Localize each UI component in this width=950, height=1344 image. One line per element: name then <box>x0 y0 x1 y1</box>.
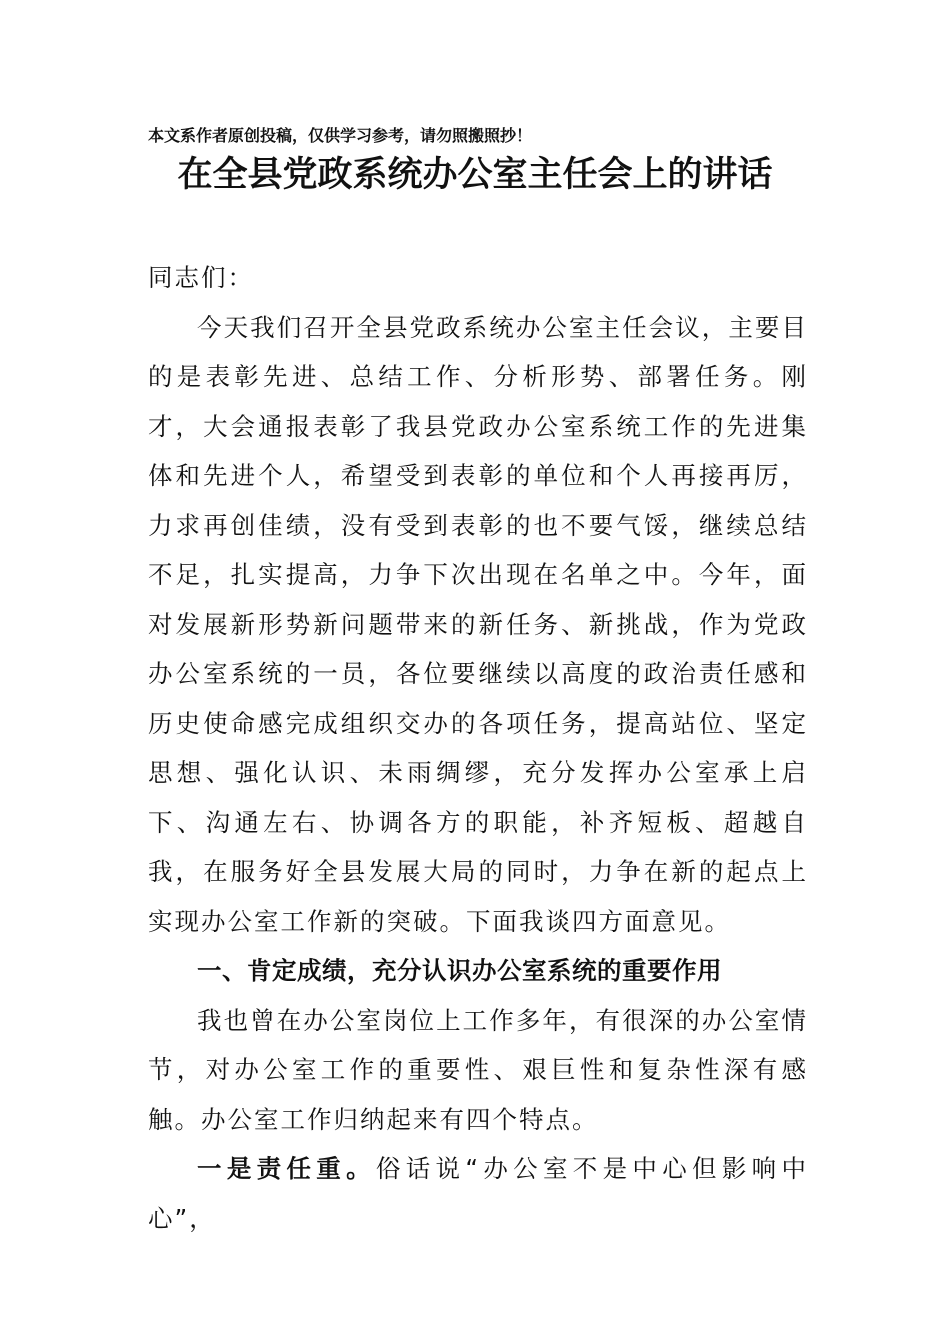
document-title: 在全县党政系统办公室主任会上的讲话 <box>177 154 773 195</box>
document-body <box>148 253 808 1243</box>
paragraph-lead-text: 一是责任重。 <box>197 1154 376 1183</box>
paragraph-responsibility <box>148 1144 808 1243</box>
paragraph-office-experience: 我也曾在办公室岗位上工作多年，有很深的办公室情节，对办公室工作的重要性、艰巨性和复杂性深有感触。办公室工作归纳起来有四个特点。 <box>148 1005 808 1134</box>
disclaimer-note: 本文系作者原创投稿，仅供学习参考，请勿照搬照抄！ <box>148 126 533 145</box>
paragraph-body-text: 俗话说“办公室不是中心但影响中心”， <box>148 1154 808 1233</box>
salutation: 同志们： <box>148 263 254 292</box>
paragraph-opening: 今天我们召开全县党政系统办公室主任会议，主要目的是表彰先进、总结工作、分析形势、部署任务。刚才，大会通报表彰了我县党政办公室系统工作的先进集体和先进个人，希望受到表彰的单位和个人再接再厉，力求再创佳绩，没有受到表彰的也不要气馁，继续总结不足，扎实提高，力争下次出现在名单之中。今年，面对发展新形势新问题带来的新任务、新挑战，作为党政办公室系统的一员，各位要继续以高度的政治责任感和历史使命感完成组织交办的各项任务，提高站位、坚定思想、强化认识、未雨绸缪，充分发挥办公室承上启下、沟通左右、协调各方的职能，补齐短板、超越自我，在服务好全县发展大局的同时，力争在新的起点上实现办公室工作新的突破。下面我谈四方面意见。 <box>148 312 808 936</box>
section-heading-1: 一、肯定成绩，充分认识办公室系统的重要作用 <box>197 956 722 985</box>
